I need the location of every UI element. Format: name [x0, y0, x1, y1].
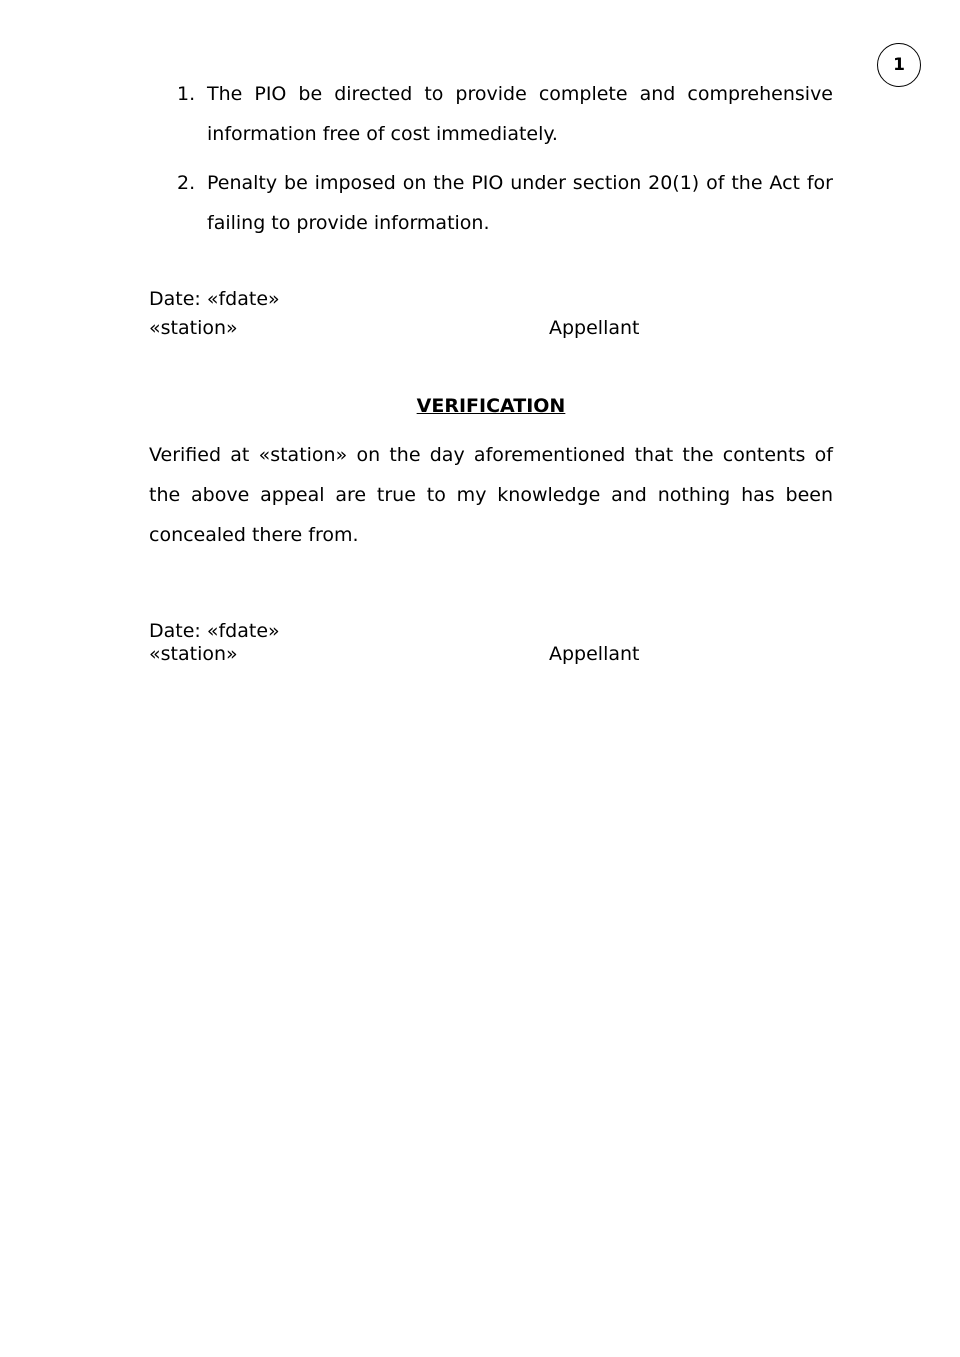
appellant-label: Appellant: [549, 643, 640, 665]
station-row: [149, 643, 833, 666]
page-number-badge: [877, 43, 921, 87]
verification-text: Verified at «station» on the day aforementioned that the contents of the above appeal are true to my knowledge and nothing has been concealed there from.: [149, 444, 833, 546]
station-line: «station»: [149, 317, 238, 339]
station-line: «station»: [149, 643, 238, 665]
prayer-number: 1.: [177, 83, 196, 105]
page-number: 1: [893, 55, 905, 75]
station-row: [149, 314, 833, 343]
prayer-list: [149, 74, 833, 252]
date-row: [149, 620, 833, 643]
date-line: Date: «fdate»: [149, 288, 280, 310]
prayer-item: [149, 163, 833, 243]
verification-heading: VERIFICATION: [416, 395, 566, 417]
signature-block-appeal: [149, 285, 833, 343]
prayer-text: The PIO be directed to provide complete and comprehensive information free of cost immediately.: [207, 83, 833, 145]
prayer-number: 2.: [177, 172, 196, 194]
signature-block-verification: [149, 620, 833, 666]
date-row: [149, 285, 833, 314]
appellant-label: Appellant: [549, 317, 640, 339]
date-line: Date: «fdate»: [149, 620, 280, 642]
prayer-text: Penalty be imposed on the PIO under section 20(1) of the Act for failing to provide information.: [207, 172, 833, 234]
prayer-item: [149, 74, 833, 154]
